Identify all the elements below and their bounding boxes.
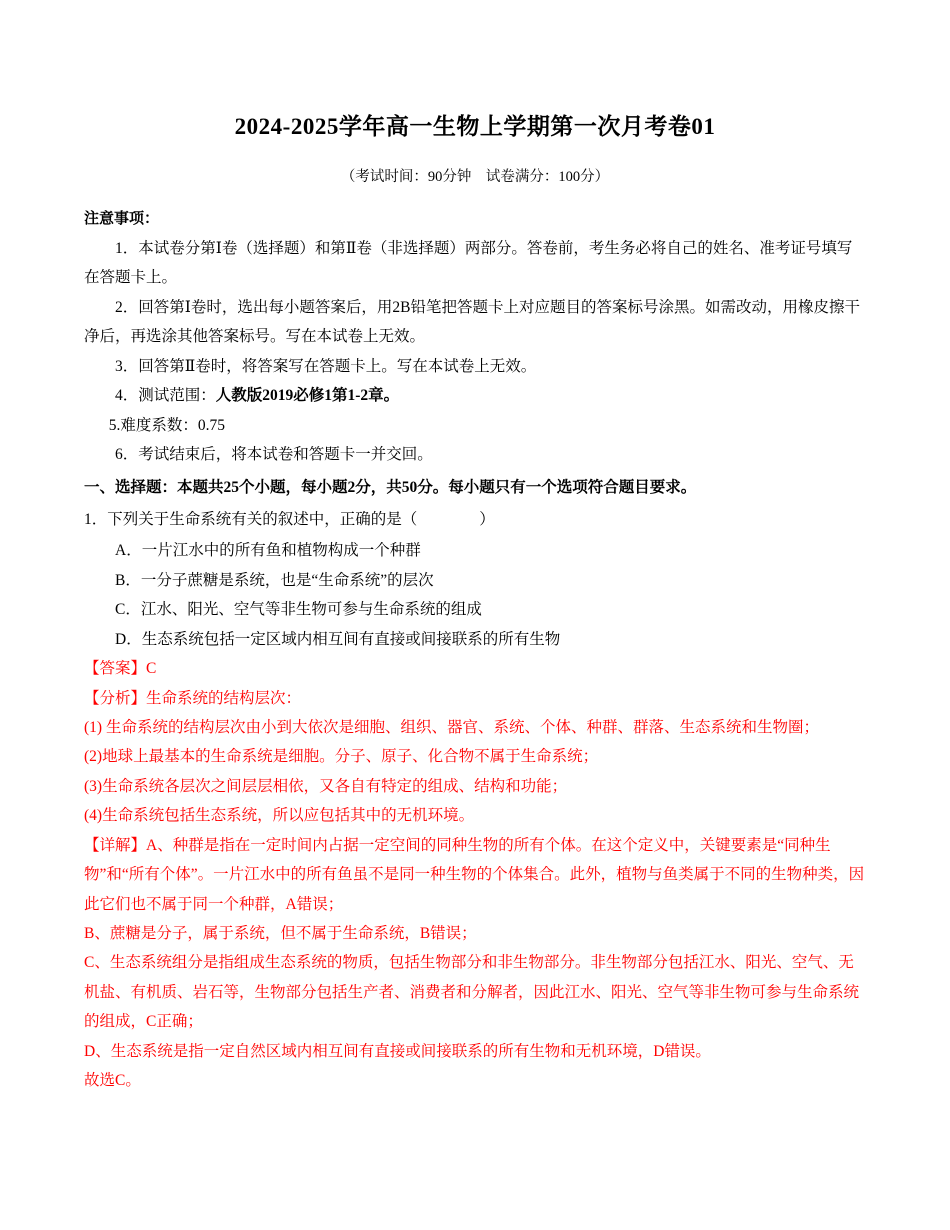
answer-line: 【答案】C xyxy=(84,660,157,678)
detail-paragraph-d: D、生态系统是指一定自然区域内相互间有直接或间接联系的所有生物和无机环境，D错误。 xyxy=(84,1042,711,1060)
notice-item-1: 1．本试卷分第Ⅰ卷（选择题）和第Ⅱ卷（非选择题）两部分。答卷前，考生务必将自己的姓名、准考证号填写在答题卡上。 xyxy=(84,239,853,287)
notice-item-5: 5.难度系数：0.75 xyxy=(108,416,226,434)
question-1 xyxy=(84,505,866,654)
detail-paragraph-c: C、生态系统组分是指组成生态系统的物质，包括生物部分和非生物部分。非生物部分包括江水、阳光、空气、无机盐、有机质、岩石等，生物部分包括生产者、消费者和分解者，因此江水、阳光、空气等非生物可参与生命系统的组成，C正确； xyxy=(84,954,860,1031)
analysis-point-3: (3)生命系统各层次之间层层相依，又各自有特定的组成、结构和功能； xyxy=(84,777,568,795)
notice-item-4-prefix: 4．测试范围： xyxy=(115,387,216,405)
section-heading-choice: 一、选择题：本题共25个小题，每小题2分，共50分。每小题只有一个选项符合题目要求。 xyxy=(84,479,697,497)
exam-meta-line: （考试时间：90分钟 试卷满分：100分） xyxy=(340,168,610,185)
notice-heading: 注意事项： xyxy=(84,211,160,228)
question-1-option-b: B．一分子蔗糖是系统，也是“生命系统”的层次 xyxy=(115,571,434,589)
question-1-option-a: A．一片江水中的所有鱼和植物构成一个种群 xyxy=(115,542,421,560)
conclusion-line: 故选C。 xyxy=(84,1072,141,1090)
notice-item-4 xyxy=(84,381,866,410)
question-1-option-d: D．生态系统包括一定区域内相互间有直接或间接联系的所有生物 xyxy=(115,630,561,648)
analysis-point-4: (4)生命系统包括生态系统，所以应包括其中的无机环境。 xyxy=(84,807,475,825)
analysis-point-1: (1) 生命系统的结构层次由小到大依次是细胞、组织、器官、系统、个体、种群、群落、生态系统和生物圈； xyxy=(84,718,819,736)
analysis-lead: 【分析】生命系统的结构层次： xyxy=(84,689,302,707)
detail-paragraph-a: 【详解】A、种群是指在一定时间内占据一定空间的同种生物的所有个体。在这个定义中，关键要素是“同种生物”和“所有个体”。一片江水中的所有鱼虽不是同一种生物的个体集合。此外，植物与鱼类属于不同的生物种类，因此它们也不属于同一个种群，A错误； xyxy=(84,836,865,913)
notice-item-6: 6．考试结束后，将本试卷和答题卡一并交回。 xyxy=(115,446,433,463)
question-1-stem: 1．下列关于生命系统有关的叙述中，正确的是（ ） xyxy=(84,510,495,528)
analysis-point-2: (2)地球上最基本的生命系统是细胞。分子、原子、化合物不属于生命系统； xyxy=(84,748,599,766)
answer-block xyxy=(84,654,866,1096)
notice-item-3: 3．回答第Ⅱ卷时，将答案写在答题卡上。写在本试卷上无效。 xyxy=(115,357,537,375)
page-title: 2024-2025学年高一生物上学期第一次月考卷01 xyxy=(234,114,716,139)
notice-item-2: 2．回答第Ⅰ卷时，选出每小题答案后，用2B铅笔把答题卡上对应题目的答案标号涂黑。如需改动，用橡皮擦干净后，再选涂其他答案标号。写在本试卷上无效。 xyxy=(84,298,860,346)
notice-item-4-scope: 人教版2019必修1第1-2章。 xyxy=(215,387,400,405)
question-1-option-c: C．江水、阳光、空气等非生物可参与生命系统的组成 xyxy=(115,601,482,619)
detail-paragraph-b: B、蔗糖是分子，属于系统，但不属于生命系统，B错误； xyxy=(84,925,477,942)
notice-section xyxy=(84,205,866,469)
